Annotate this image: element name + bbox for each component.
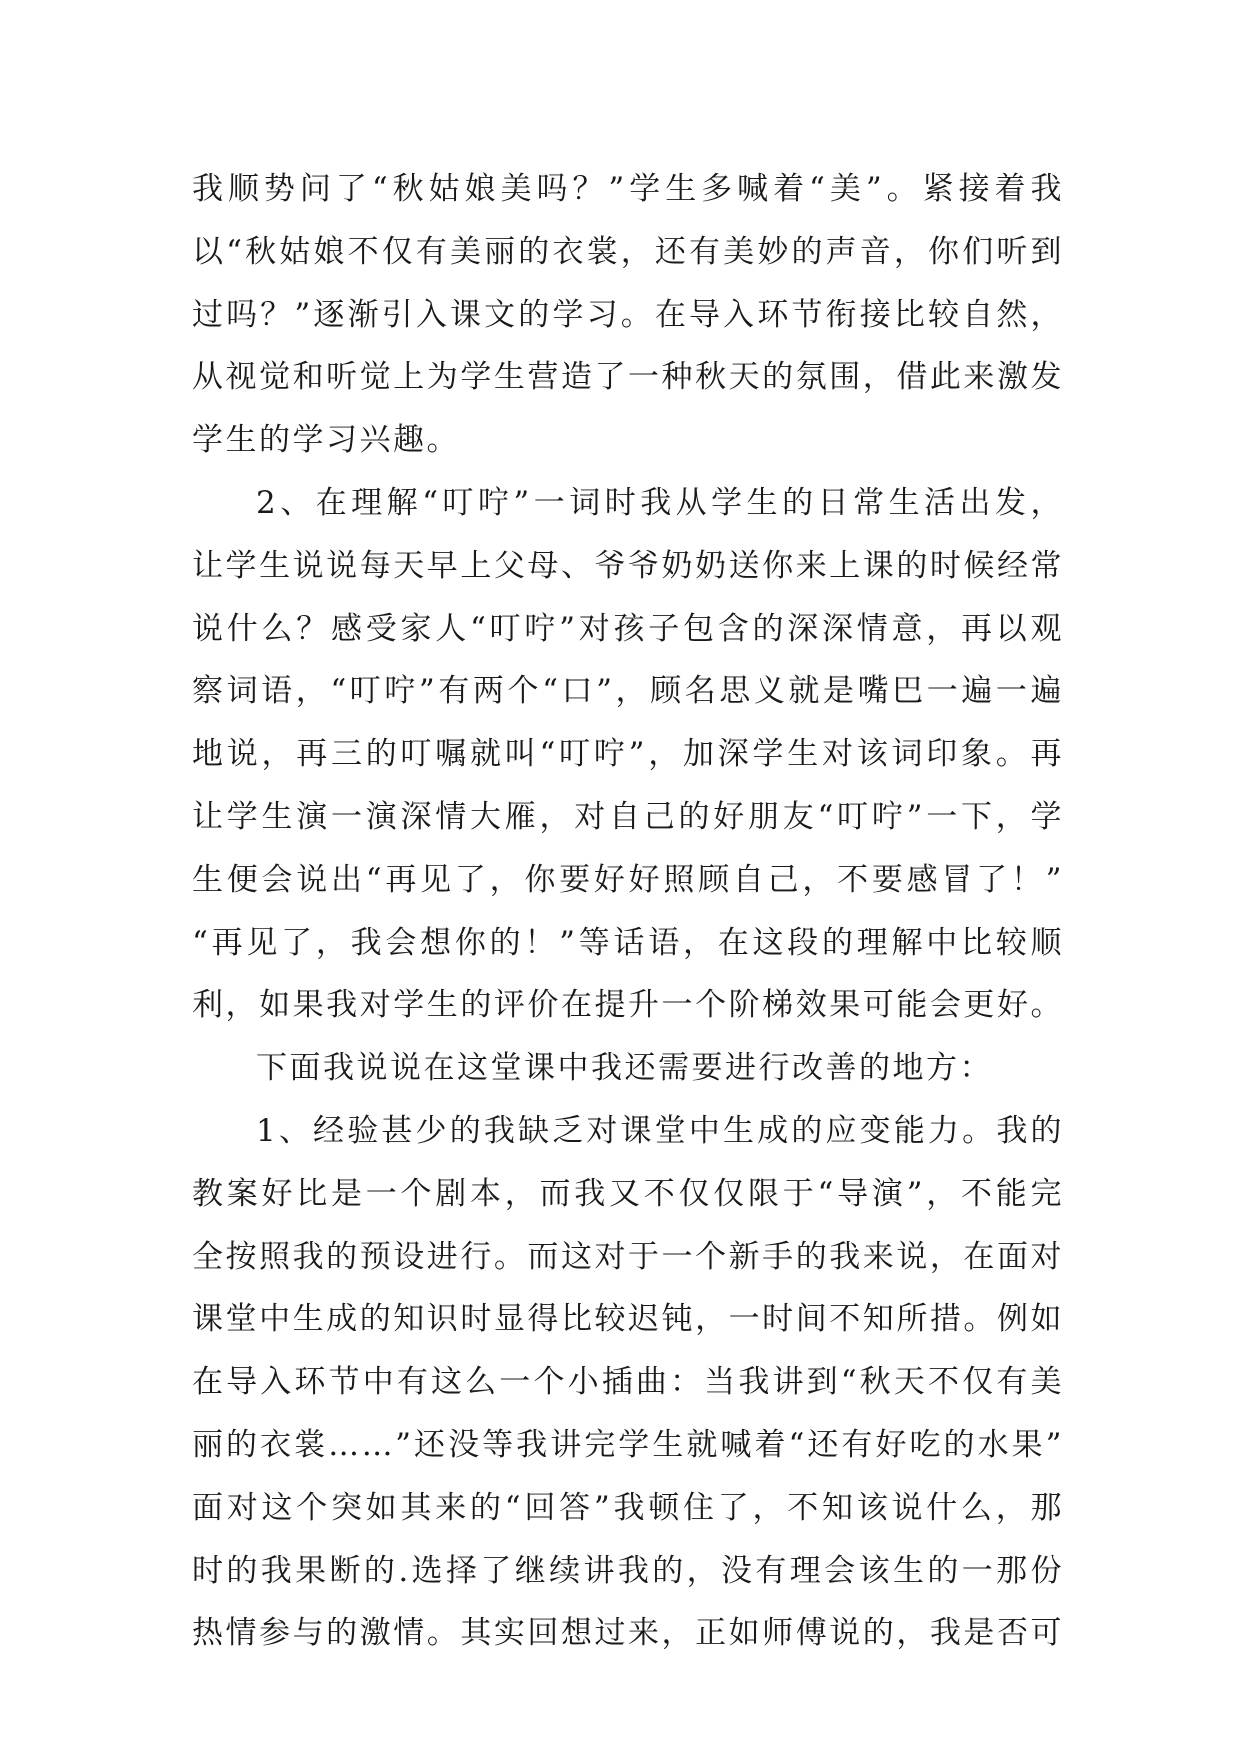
text-line: 地说，再三的叮嘱就叫“叮咛”，加深学生对该词印象。再	[192, 736, 1064, 773]
text-line: 以“秋姑娘不仅有美丽的衣裳，还有美妙的声音，你们听到	[192, 233, 1064, 270]
text-line: 学生的学习兴趣。	[192, 422, 460, 459]
text-line: 下面我说说在这堂课中我还需要进行改善的地方：	[256, 1050, 993, 1087]
body-text	[192, 158, 1064, 1665]
text-line: 在导入环节中有这么一个小插曲：当我讲到“秋天不仅有美	[192, 1364, 1064, 1401]
text-line: “再见了，我会想你的！”等话语，在这段的理解中比较顺	[192, 924, 1064, 961]
text-line: 热情参与的激情。其实回想过来，正如师傅说的，我是否可	[192, 1615, 1064, 1652]
text-line: 察词语，“叮咛”有两个“口”，顾名思义就是嘴巴一遍一遍	[192, 673, 1064, 710]
text-line: 2、在理解“叮咛”一词时我从学生的日常生活出发，	[256, 484, 1064, 521]
text-line: 丽的衣裳……”还没等我讲完学生就喊着“还有好吃的水果”	[192, 1426, 1064, 1463]
text-line: 我顺势问了“秋姑娘美吗？”学生多喊着“美”。紧接着我	[192, 171, 1064, 207]
text-line: 利，如果我对学生的评价在提升一个阶梯效果可能会更好。	[192, 987, 1064, 1024]
text-line: 面对这个突如其来的“回答”我顿住了，不知该说什么，那	[192, 1489, 1064, 1526]
text-line: 从视觉和听觉上为学生营造了一种秋天的氛围，借此来激发	[192, 359, 1064, 396]
text-line: 教案好比是一个剧本，而我又不仅仅限于“导演”，不能完	[192, 1175, 1064, 1212]
text-line: 时的我果断的.选择了继续讲我的，没有理会该生的一那份	[192, 1552, 1064, 1589]
text-line: 1、经验甚少的我缺乏对课堂中生成的应变能力。我的	[256, 1112, 1064, 1149]
text-line: 让学生说说每天早上父母、爷爷奶奶送你来上课的时候经常	[192, 547, 1064, 584]
text-line: 让学生演一演深情大雁，对自己的好朋友“叮咛”一下，学	[192, 798, 1064, 835]
text-line: 过吗？”逐渐引入课文的学习。在导入环节衔接比较自然，	[192, 296, 1064, 333]
text-line: 全按照我的预设进行。而这对于一个新手的我来说，在面对	[192, 1238, 1064, 1275]
text-line: 生便会说出“再见了，你要好好照顾自己，不要感冒了！”	[192, 861, 1064, 898]
text-line: 课堂中生成的知识时显得比较迟钝，一时间不知所措。例如	[192, 1301, 1064, 1338]
text-line: 说什么？感受家人“叮咛”对孩子包含的深深情意，再以观	[192, 610, 1064, 647]
